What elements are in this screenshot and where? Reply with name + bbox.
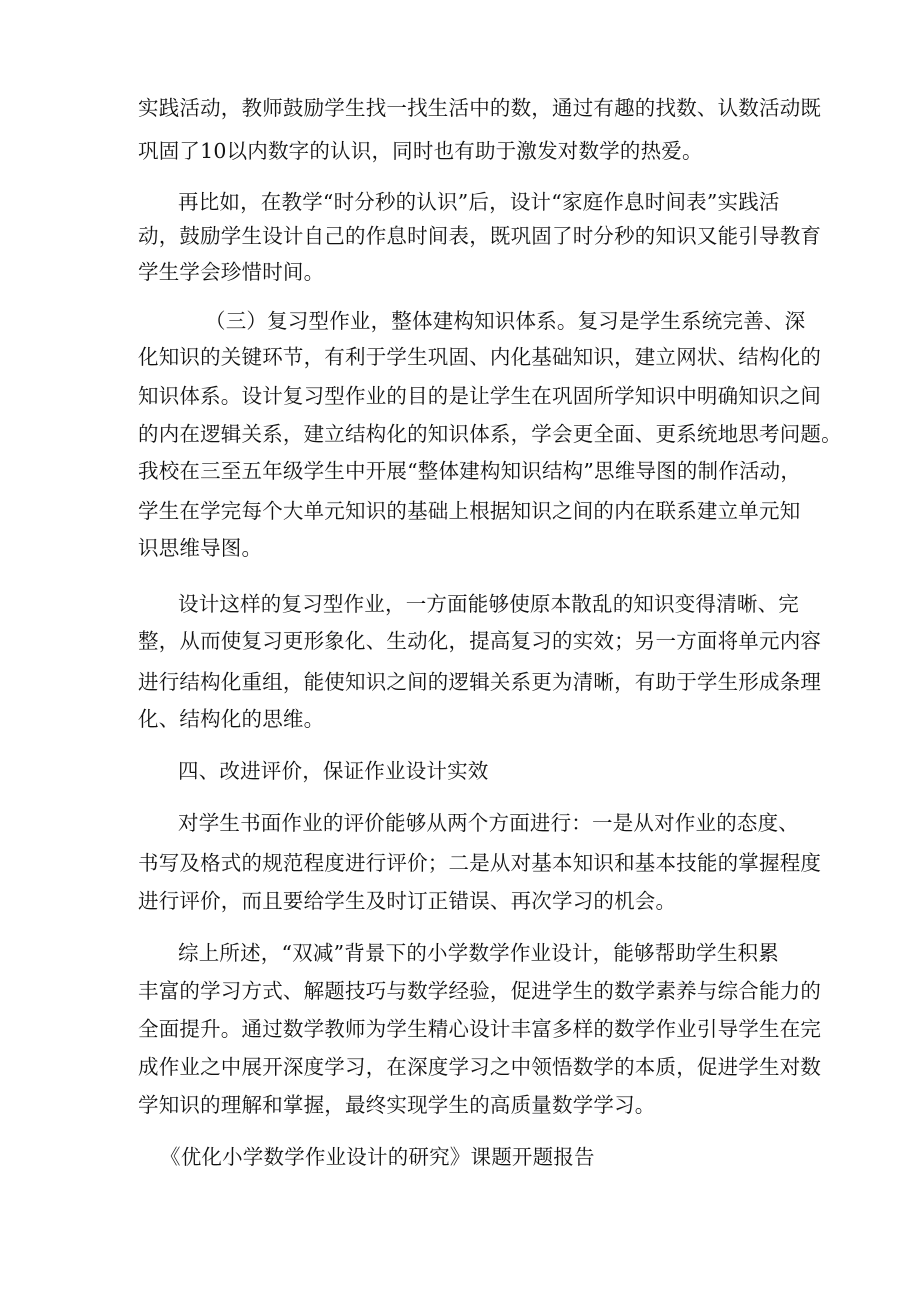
text-line-8: 知识体系。设计复习型作业的目的是让学生在巩固所学知识中明确知识之间 bbox=[138, 384, 822, 408]
text-line-24: 成作业之中展开深度学习，在深度学习之中领悟数学的本质，促进学生对数 bbox=[138, 1055, 822, 1079]
text-line-7: 化知识的关键环节，有利于学生巩固、内化基础知识，建立网状、结构化的 bbox=[138, 345, 822, 369]
text-line-2: 巩固了10以内数字的认识，同时也有助于激发对数学的热爱。 bbox=[138, 139, 703, 163]
text-line-20: 进行评价，而且要给学生及时订正错误、再次学习的机会。 bbox=[138, 889, 677, 913]
section-heading-evaluation: 四、改进评价，保证作业设计实效 bbox=[178, 759, 489, 783]
text-line-12: 识思维导图。 bbox=[138, 536, 263, 560]
text-line-19: 书写及格式的规范程度进行评价；二是从对基本知识和基本技能的掌握程度 bbox=[138, 851, 822, 875]
text-line-16: 化、结构化的思维。 bbox=[138, 707, 325, 731]
section-heading-review-homework: （三）复习型作业，整体建构知识体系。复习是学生系统完善、深 bbox=[205, 309, 806, 333]
text-line-11: 学生在学完每个大单元知识的基础上根据知识之间的内在联系建立单元知 bbox=[138, 499, 801, 523]
text-line-18: 对学生书面作业的评价能够从两个方面进行：一是从对作业的态度、 bbox=[178, 811, 799, 835]
text-line-13: 设计这样的复习型作业，一方面能够使原本散乱的知识变得清晰、完 bbox=[178, 592, 799, 616]
text-line-3: 再比如，在教学“时分秒的认识”后，设计“家庭作息时间表”实践活 bbox=[178, 190, 780, 214]
report-title: 《优化小学数学作业设计的研究》课题开题报告 bbox=[160, 1145, 595, 1169]
text-line-9: 的内在逻辑关系，建立结构化的知识体系，学会更全面、更系统地思考问题。 bbox=[138, 422, 842, 446]
text-line-4: 动，鼓励学生设计自己的作息时间表，既巩固了时分秒的知识又能引导教育 bbox=[138, 224, 822, 248]
text-line-10: 我校在三至五年级学生中开展“整体建构知识结构”思维导图的制作活动， bbox=[138, 459, 802, 483]
text-line-22: 丰富的学习方式、解题技巧与数学经验，促进学生的数学素养与综合能力的 bbox=[138, 979, 822, 1003]
text-line-15: 进行结构化重组，能使知识之间的逻辑关系更为清晰，有助于学生形成条理 bbox=[138, 670, 822, 694]
text-line-23: 全面提升。通过数学教师为学生精心设计丰富多样的数学作业引导学生在完 bbox=[138, 1017, 822, 1041]
text-line-21: 综上所述，“双减”背景下的小学数学作业设计，能够帮助学生积累 bbox=[178, 941, 779, 965]
text-line-25: 学知识的理解和掌握，最终实现学生的高质量数学学习。 bbox=[138, 1093, 656, 1117]
text-line-1: 实践活动，教师鼓励学生找一找生活中的数，通过有趣的找数、认数活动既 bbox=[138, 96, 822, 120]
text-line-5: 学生学会珍惜时间。 bbox=[138, 260, 325, 284]
text-line-14: 整，从而使复习更形象化、生动化，提高复习的实效；另一方面将单元内容 bbox=[138, 629, 822, 653]
